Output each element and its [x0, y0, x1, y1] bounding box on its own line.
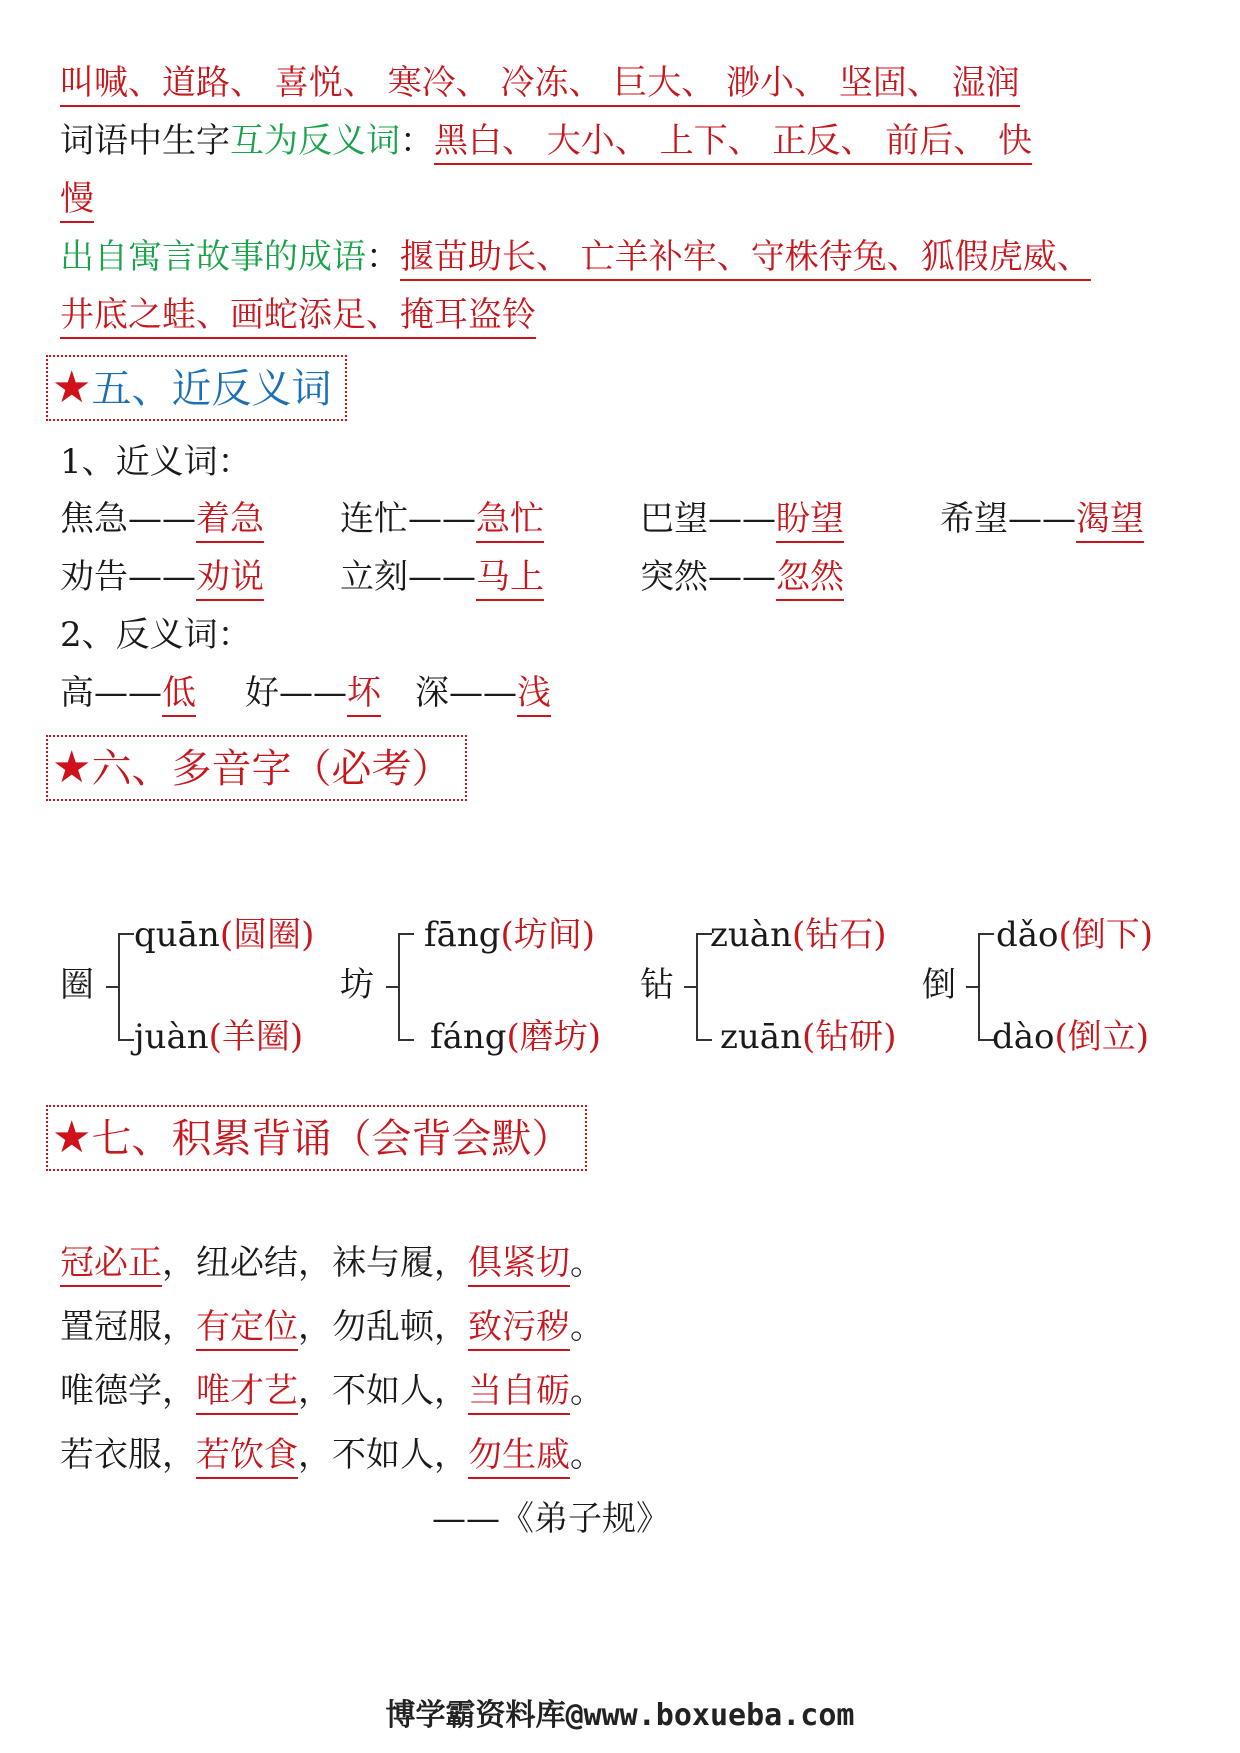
pair-word: 深 — [415, 673, 449, 713]
pinyin: fáng — [430, 1017, 507, 1057]
polyphonic-reading-bottom — [992, 1012, 1149, 1062]
synonym-pair — [340, 552, 544, 602]
pair-word: 高 — [60, 673, 94, 713]
pair-dash: —— — [708, 557, 776, 597]
pair-match: 忽然 — [776, 557, 844, 601]
polyphonic-char: 坊 — [340, 965, 374, 1005]
pair-word: 希望 — [940, 499, 1008, 539]
example-word: (钻研) — [801, 1017, 897, 1057]
polyphonic-reading-top — [134, 910, 314, 960]
poem-blank: 当自砺 — [468, 1371, 570, 1415]
synonym-pair — [60, 494, 264, 544]
antonym-chars-highlight: 互为反义词 — [230, 121, 400, 161]
poem-blank: 唯才艺 — [196, 1371, 298, 1415]
synonym-pair — [340, 494, 544, 544]
poem-text: ，不如人， — [298, 1435, 468, 1475]
poem-text: ，勿乱顿， — [298, 1307, 468, 1347]
colon: ： — [400, 121, 434, 161]
poem-text: ，纽必结，袜与履， — [162, 1243, 468, 1283]
idiom-label: 出自寓言故事的成语 — [60, 237, 366, 277]
example-word: (羊圈) — [208, 1017, 304, 1057]
pair-dash: —— — [279, 673, 347, 713]
pair-dash: —— — [128, 557, 196, 597]
pair-word: 劝告 — [60, 557, 128, 597]
antonym-subtitle: 2、反义词： — [60, 615, 252, 655]
poem-blank: 俱紧切 — [468, 1243, 570, 1287]
poem-blank: 致污秽 — [468, 1307, 570, 1351]
idiom-line-2 — [60, 290, 536, 340]
polyphonic-reading-top — [710, 910, 887, 960]
pair-match: 马上 — [476, 557, 544, 601]
antonym-chars-label: 词语中生字 — [60, 121, 230, 161]
poem-text: 。 — [570, 1371, 604, 1411]
synonym-pair — [60, 552, 264, 602]
colon: ： — [366, 237, 400, 277]
section-5-header — [46, 355, 347, 421]
pinyin: juàn — [134, 1017, 209, 1057]
pair-dash: —— — [408, 499, 476, 539]
antonym-chars-words: 黑白、 大小、 上下、 正反、 前后、 快 — [434, 121, 1032, 165]
antonym-chars-line-2 — [60, 174, 94, 224]
pair-match: 急忙 — [476, 499, 544, 543]
synonym-pair — [940, 494, 1144, 544]
polyphonic-char: 圈 — [60, 965, 94, 1005]
pair-word: 巴望 — [640, 499, 708, 539]
footer-watermark: 博学霸资料库@www.boxueba.com — [385, 1698, 855, 1733]
pair-match: 低 — [162, 673, 196, 717]
section-7-header — [46, 1105, 587, 1171]
pair-match: 劝说 — [196, 557, 264, 601]
polyphonic-reading-bottom — [720, 1012, 897, 1062]
brace — [118, 933, 134, 1041]
poem-blank: 冠必正 — [60, 1243, 162, 1287]
poem-text: ，不如人， — [298, 1371, 468, 1411]
pair-match: 渴望 — [1076, 499, 1144, 543]
idiom-words: 揠苗助长、 亡羊补牢、守株待兔、狐假虎威、 — [400, 237, 1091, 281]
polyphonic-reading-top — [996, 910, 1153, 960]
pair-match: 浅 — [517, 673, 551, 717]
section-6-title: 六、多音字（必考） — [91, 746, 452, 792]
pair-word: 连忙 — [340, 499, 408, 539]
star-icon: ★ — [52, 1112, 92, 1163]
poem-line — [60, 1238, 604, 1288]
pinyin: zuàn — [710, 915, 792, 955]
poem-text: 。 — [570, 1435, 604, 1475]
example-word: (钻石) — [791, 915, 887, 955]
pinyin: fāng — [424, 915, 501, 955]
poem-blank: 有定位 — [196, 1307, 298, 1351]
antonym-chars-words-2: 慢 — [60, 179, 94, 223]
section-6-header — [46, 735, 467, 801]
poem-line — [60, 1430, 604, 1480]
poem-text: 。 — [570, 1307, 604, 1347]
pair-word: 突然 — [640, 557, 708, 597]
example-word: (倒下) — [1058, 915, 1154, 955]
synonym-pair — [640, 552, 844, 602]
pair-dash: —— — [708, 499, 776, 539]
poem-blank: 若饮食 — [196, 1435, 298, 1479]
antonym-chars-line — [60, 116, 1032, 166]
pair-word: 好 — [245, 673, 279, 713]
poem-text: 。 — [570, 1243, 604, 1283]
star-icon: ★ — [52, 742, 92, 793]
poem-text: 置冠服， — [60, 1307, 196, 1347]
example-word: (坊间) — [500, 915, 596, 955]
pair-match: 坏 — [347, 673, 381, 717]
pair-dash: —— — [408, 557, 476, 597]
pair-dash: —— — [1008, 499, 1076, 539]
pinyin: zuān — [720, 1017, 802, 1057]
idiom-words-2: 井底之蛙、画蛇添足、掩耳盗铃 — [60, 295, 536, 339]
star-icon: ★ — [52, 362, 92, 413]
word-list-1: 叫喊、道路、 喜悦、 寒冷、 冷冻、 巨大、 渺小、 坚固、 湿润 — [60, 63, 1020, 107]
example-word: (圆圈) — [219, 915, 315, 955]
brace — [398, 933, 414, 1041]
poem-text: 若衣服， — [60, 1435, 196, 1475]
pinyin: quān — [134, 915, 220, 955]
polyphonic-reading-bottom — [430, 1012, 601, 1062]
polyphonic-char: 钻 — [640, 965, 674, 1005]
poem-line — [60, 1302, 604, 1352]
section-7-title: 七、积累背诵（会背会默） — [91, 1116, 572, 1162]
pair-dash: —— — [449, 673, 517, 713]
synonym-subtitle: 1、近义词： — [60, 442, 252, 482]
example-word: (磨坊) — [506, 1017, 602, 1057]
poem-line — [60, 1366, 604, 1416]
example-word: (倒立) — [1054, 1017, 1150, 1057]
antonym-pair — [60, 668, 196, 718]
antonym-pair — [415, 668, 551, 718]
pair-match: 盼望 — [776, 499, 844, 543]
synonym-pair — [640, 494, 844, 544]
poem-source: ——《弟子规》 — [432, 1499, 670, 1539]
word-list-line-1 — [60, 58, 1020, 108]
antonym-pair — [245, 668, 381, 718]
section-5-title: 五、近反义词 — [91, 366, 332, 412]
polyphonic-reading-top — [424, 910, 595, 960]
poem-blank: 勿生戚 — [468, 1435, 570, 1479]
pinyin: dào — [992, 1017, 1055, 1057]
polyphonic-reading-bottom — [134, 1012, 303, 1062]
pair-word: 立刻 — [340, 557, 408, 597]
pair-word: 焦急 — [60, 499, 128, 539]
pair-dash: —— — [94, 673, 162, 713]
poem-text: 唯德学， — [60, 1371, 196, 1411]
pair-match: 着急 — [196, 499, 264, 543]
idiom-line — [60, 232, 1091, 282]
polyphonic-char: 倒 — [922, 965, 956, 1005]
pair-dash: —— — [128, 499, 196, 539]
pinyin: dǎo — [996, 915, 1059, 955]
